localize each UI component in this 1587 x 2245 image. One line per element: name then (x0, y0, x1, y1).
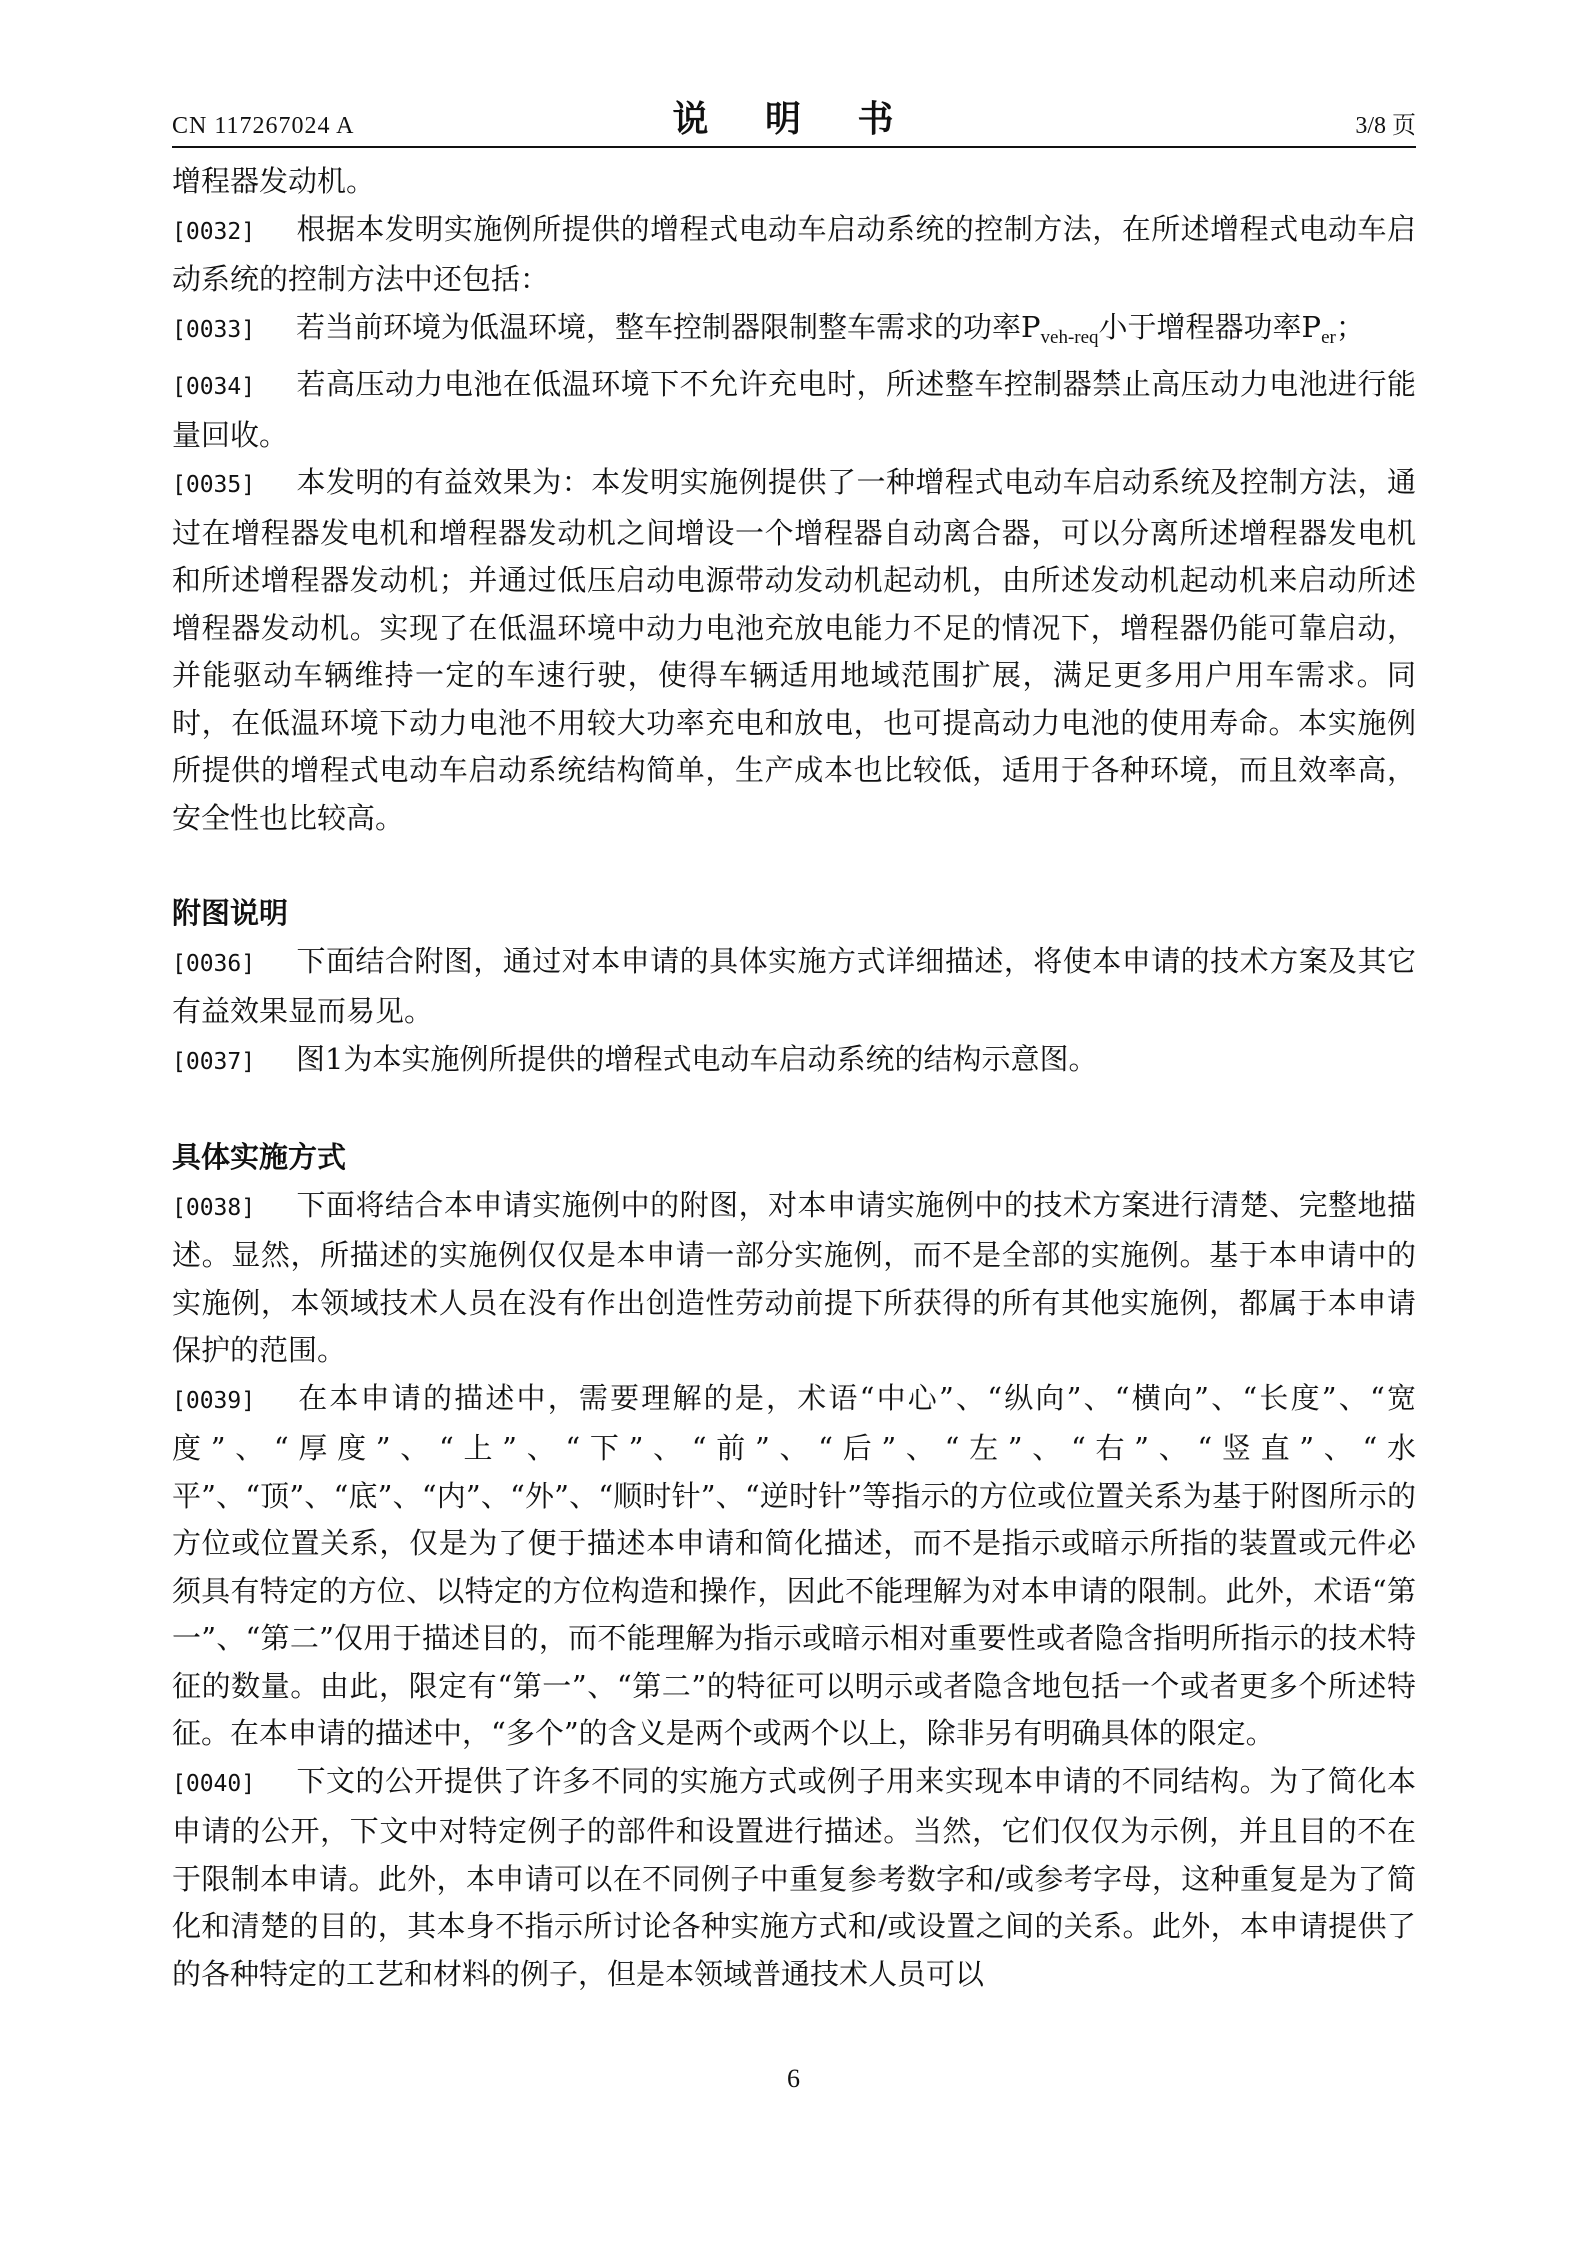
paragraph-text: ； (1335, 309, 1365, 344)
paragraph-number: [0035] (172, 472, 256, 498)
continuation-text: 增程器发动机。 (172, 164, 376, 198)
paragraph-text: 在本申请的描述中，需要理解的是，术语“中心”、“纵向”、“横向”、“长度”、“宽度”、“厚度”、“上”、“下”、“前”、“后”、“左”、“右”、“竖直”、“水平”、“顶”、“底”、“内”、“外”、“顺时针”、“逆时针”等指示的方位或位置关系为基于附图所示的方位或位置关系，仅是为了便于描述本申请和简化描述，而不是指示或暗示所指的装置或元件必须具有特定的方位、以特定的方位构造和操作，因此不能理解为对本申请的限制。此外，术语“第一”、“第二”仅用于描述目的，而不能理解为指示或暗示相对重要性或者隐含指明所指示的技术特征的数量。由此，限定有“第一”、“第二”的特征可以明示或者隐含地包括一个或者更多个所述特征。在本申请的描述中，“多个”的含义是两个或两个以上，除非另有明确具体的限定。 (172, 1380, 1416, 1750)
paragraph-number: [0040] (172, 1770, 256, 1797)
paragraph-0034 (172, 361, 1416, 459)
paragraph-text: 下面将结合本申请实施例中的附图，对本申请实施例中的技术方案进行清楚、完整地描述。显然，所描述的实施例仅仅是本申请一部分实施例，而不是全部的实施例。基于本申请中的实施例，本领域技术人员在没有作出创造性劳动前提下所获得的所有其他实施例，都属于本申请保护的范围。 (172, 1187, 1416, 1367)
section-heading-embodiments: 具体实施方式 (172, 1140, 347, 1174)
paragraph-number: [0038] (172, 1194, 256, 1221)
paragraph-0032 (172, 206, 1416, 304)
section-gap (172, 842, 1416, 890)
paragraph-text: 图1为本实施例所提供的增程式电动车启动系统的结构示意图。 (296, 1041, 1098, 1076)
paragraph-0036 (172, 938, 1416, 1036)
subscript-veh-req: veh-req (1040, 326, 1099, 348)
document-body (172, 158, 1416, 1998)
paragraph-text: 小于增程器功率P (1098, 309, 1322, 344)
paragraph-text: 下面结合附图，通过对本申请的具体实施方式详细描述，将使本申请的技术方案及其它有益效果显而易见。 (172, 943, 1416, 1028)
paragraph-0035 (172, 459, 1416, 842)
paragraph-number: [0033] (172, 316, 256, 343)
paragraph-text: 根据本发明实施例所提供的增程式电动车启动系统的控制方法，在所述增程式电动车启动系统的控制方法中还包括： (172, 211, 1416, 296)
paragraph-number: [0039] (172, 1387, 256, 1414)
paragraph-number: [0037] (172, 1048, 256, 1075)
paragraph-text: 本发明的有益效果为：本发明实施例提供了一种增程式电动车启动系统及控制方法，通过在增程器发电机和增程器发动机之间增设一个增程器自动离合器，可以分离所述增程器发电机和所述增程器发动机；并通过低压启动电源带动发动机起动机，由所述发动机起动机来启动所述增程器发动机。实现了在低温环境中动力电池充放电能力不足的情况下，增程器仍能可靠启动，并能驱动车辆维持一定的车速行驶，使得车辆适用地域范围扩展，满足更多用户用车需求。同时，在低温环境下动力电池不用较大功率充电和放电，也可提高动力电池的使用寿命。本实施例所提供的增程式电动车启动系统结构简单，生产成本也比较低，适用于各种环境，而且效率高，安全性也比较高。 (172, 465, 1416, 835)
paragraph-text: 若当前环境为低温环境，整车控制器限制整车需求的功率P (296, 309, 1041, 344)
paragraph-number: [0034] (172, 374, 256, 400)
subscript-er: er (1321, 326, 1336, 348)
paragraph-0037 (172, 1036, 1416, 1087)
paragraph-0039 (172, 1375, 1416, 1758)
paragraph-text: 若高压动力电池在低温环境下不允许充电时，所述整车控制器禁止高压动力电池进行能量回收。 (172, 367, 1416, 452)
paragraph-0038 (172, 1182, 1416, 1375)
paragraph-text: 下文的公开提供了许多不同的实施方式或例子用来实现本申请的不同结构。为了简化本申请的公开，下文中对特定例子的部件和设置进行描述。当然，它们仅仅为示例，并且目的不在于限制本申请。此外，本申请可以在不同例子中重复参考数字和/或参考字母，这种重复是为了简化和清楚的目的，其本身不指示所讨论各种实施方式和/或设置之间的关系。此外，本申请提供了的各种特定的工艺和材料的例子，但是本领域普通技术人员可以 (172, 1763, 1416, 1991)
paragraph-number: [0032] (172, 218, 256, 245)
doc-title: 说 明 书 (672, 99, 916, 140)
page-number: 6 (787, 2064, 800, 2093)
paragraph-number: [0036] (172, 950, 256, 977)
section-heading-figures: 附图说明 (172, 896, 289, 930)
page-indicator: 3/8 页 (1355, 113, 1416, 139)
doc-number: CN 117267024 A (172, 113, 355, 139)
paragraph-0033 (172, 304, 1416, 362)
paragraph-0040 (172, 1758, 1416, 1999)
page-header (172, 100, 1416, 148)
section-gap (172, 1086, 1416, 1134)
